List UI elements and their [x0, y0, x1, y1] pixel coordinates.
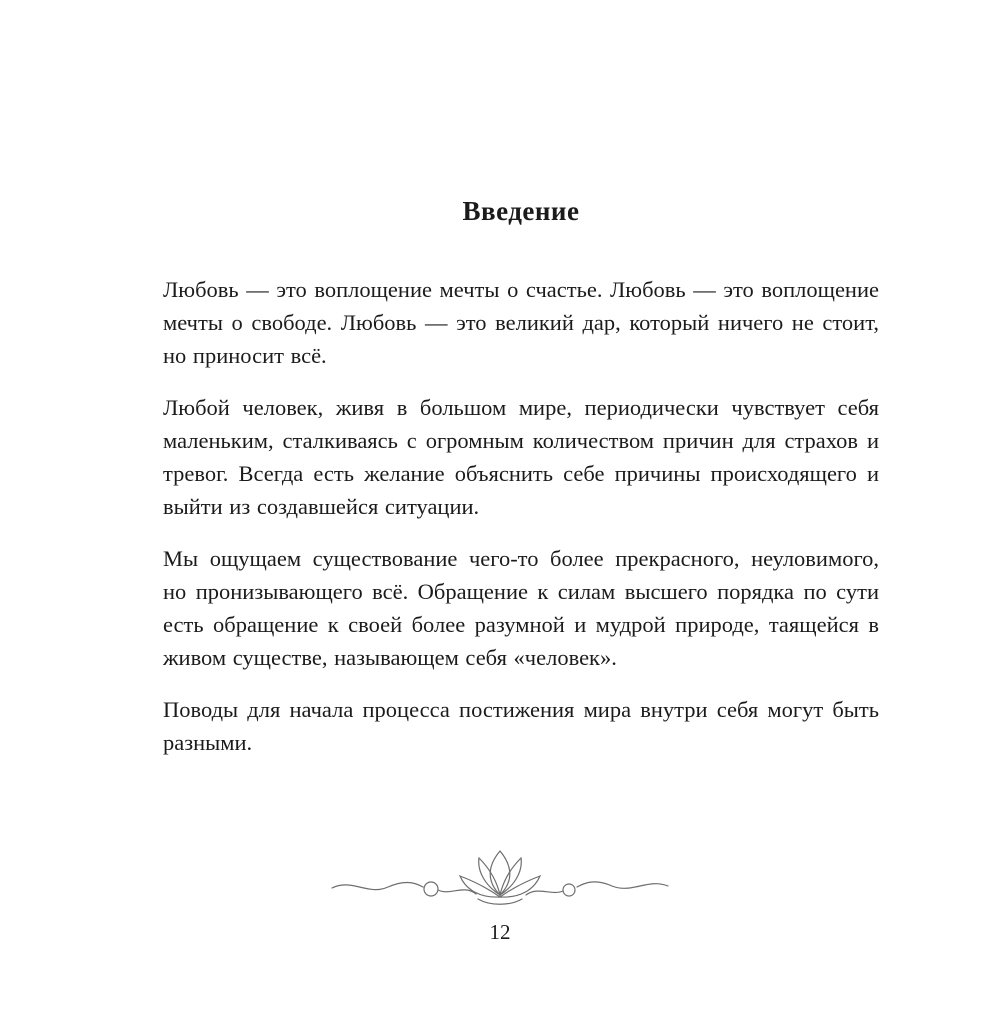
text-block — [163, 196, 879, 759]
chapter-title: Введение — [462, 196, 580, 226]
ornament-container — [0, 848, 1000, 915]
page-number: 12 — [489, 920, 511, 944]
paragraph: Поводы для начала процесса постижения мира внутри себя могут быть разными. — [163, 697, 879, 755]
paragraph: Мы ощущаем существование чего-то более прекрасного, неуловимого, но пронизывающего всё. Обращение к силам высшего порядка по сути есть обращение к своей более разумной и мудрой природе, таящейся в живом существе, называющем себя «человек». — [163, 546, 879, 670]
paragraph: Любовь — это воплощение мечты о счастье. Любовь — это воплощение мечты о свободе. Любовь — это великий дар, который ничего не стоит, но приносит всё. — [163, 277, 879, 368]
lotus-ornament-icon — [330, 848, 670, 910]
paragraph: Любой человек, живя в большом мире, периодически чувствует себя маленьким, сталкиваясь с огромным количеством причин для страхов и тревог. Всегда есть желание объяснить себе причины происходящего и выйти из создавшейся ситуации. — [163, 395, 879, 519]
